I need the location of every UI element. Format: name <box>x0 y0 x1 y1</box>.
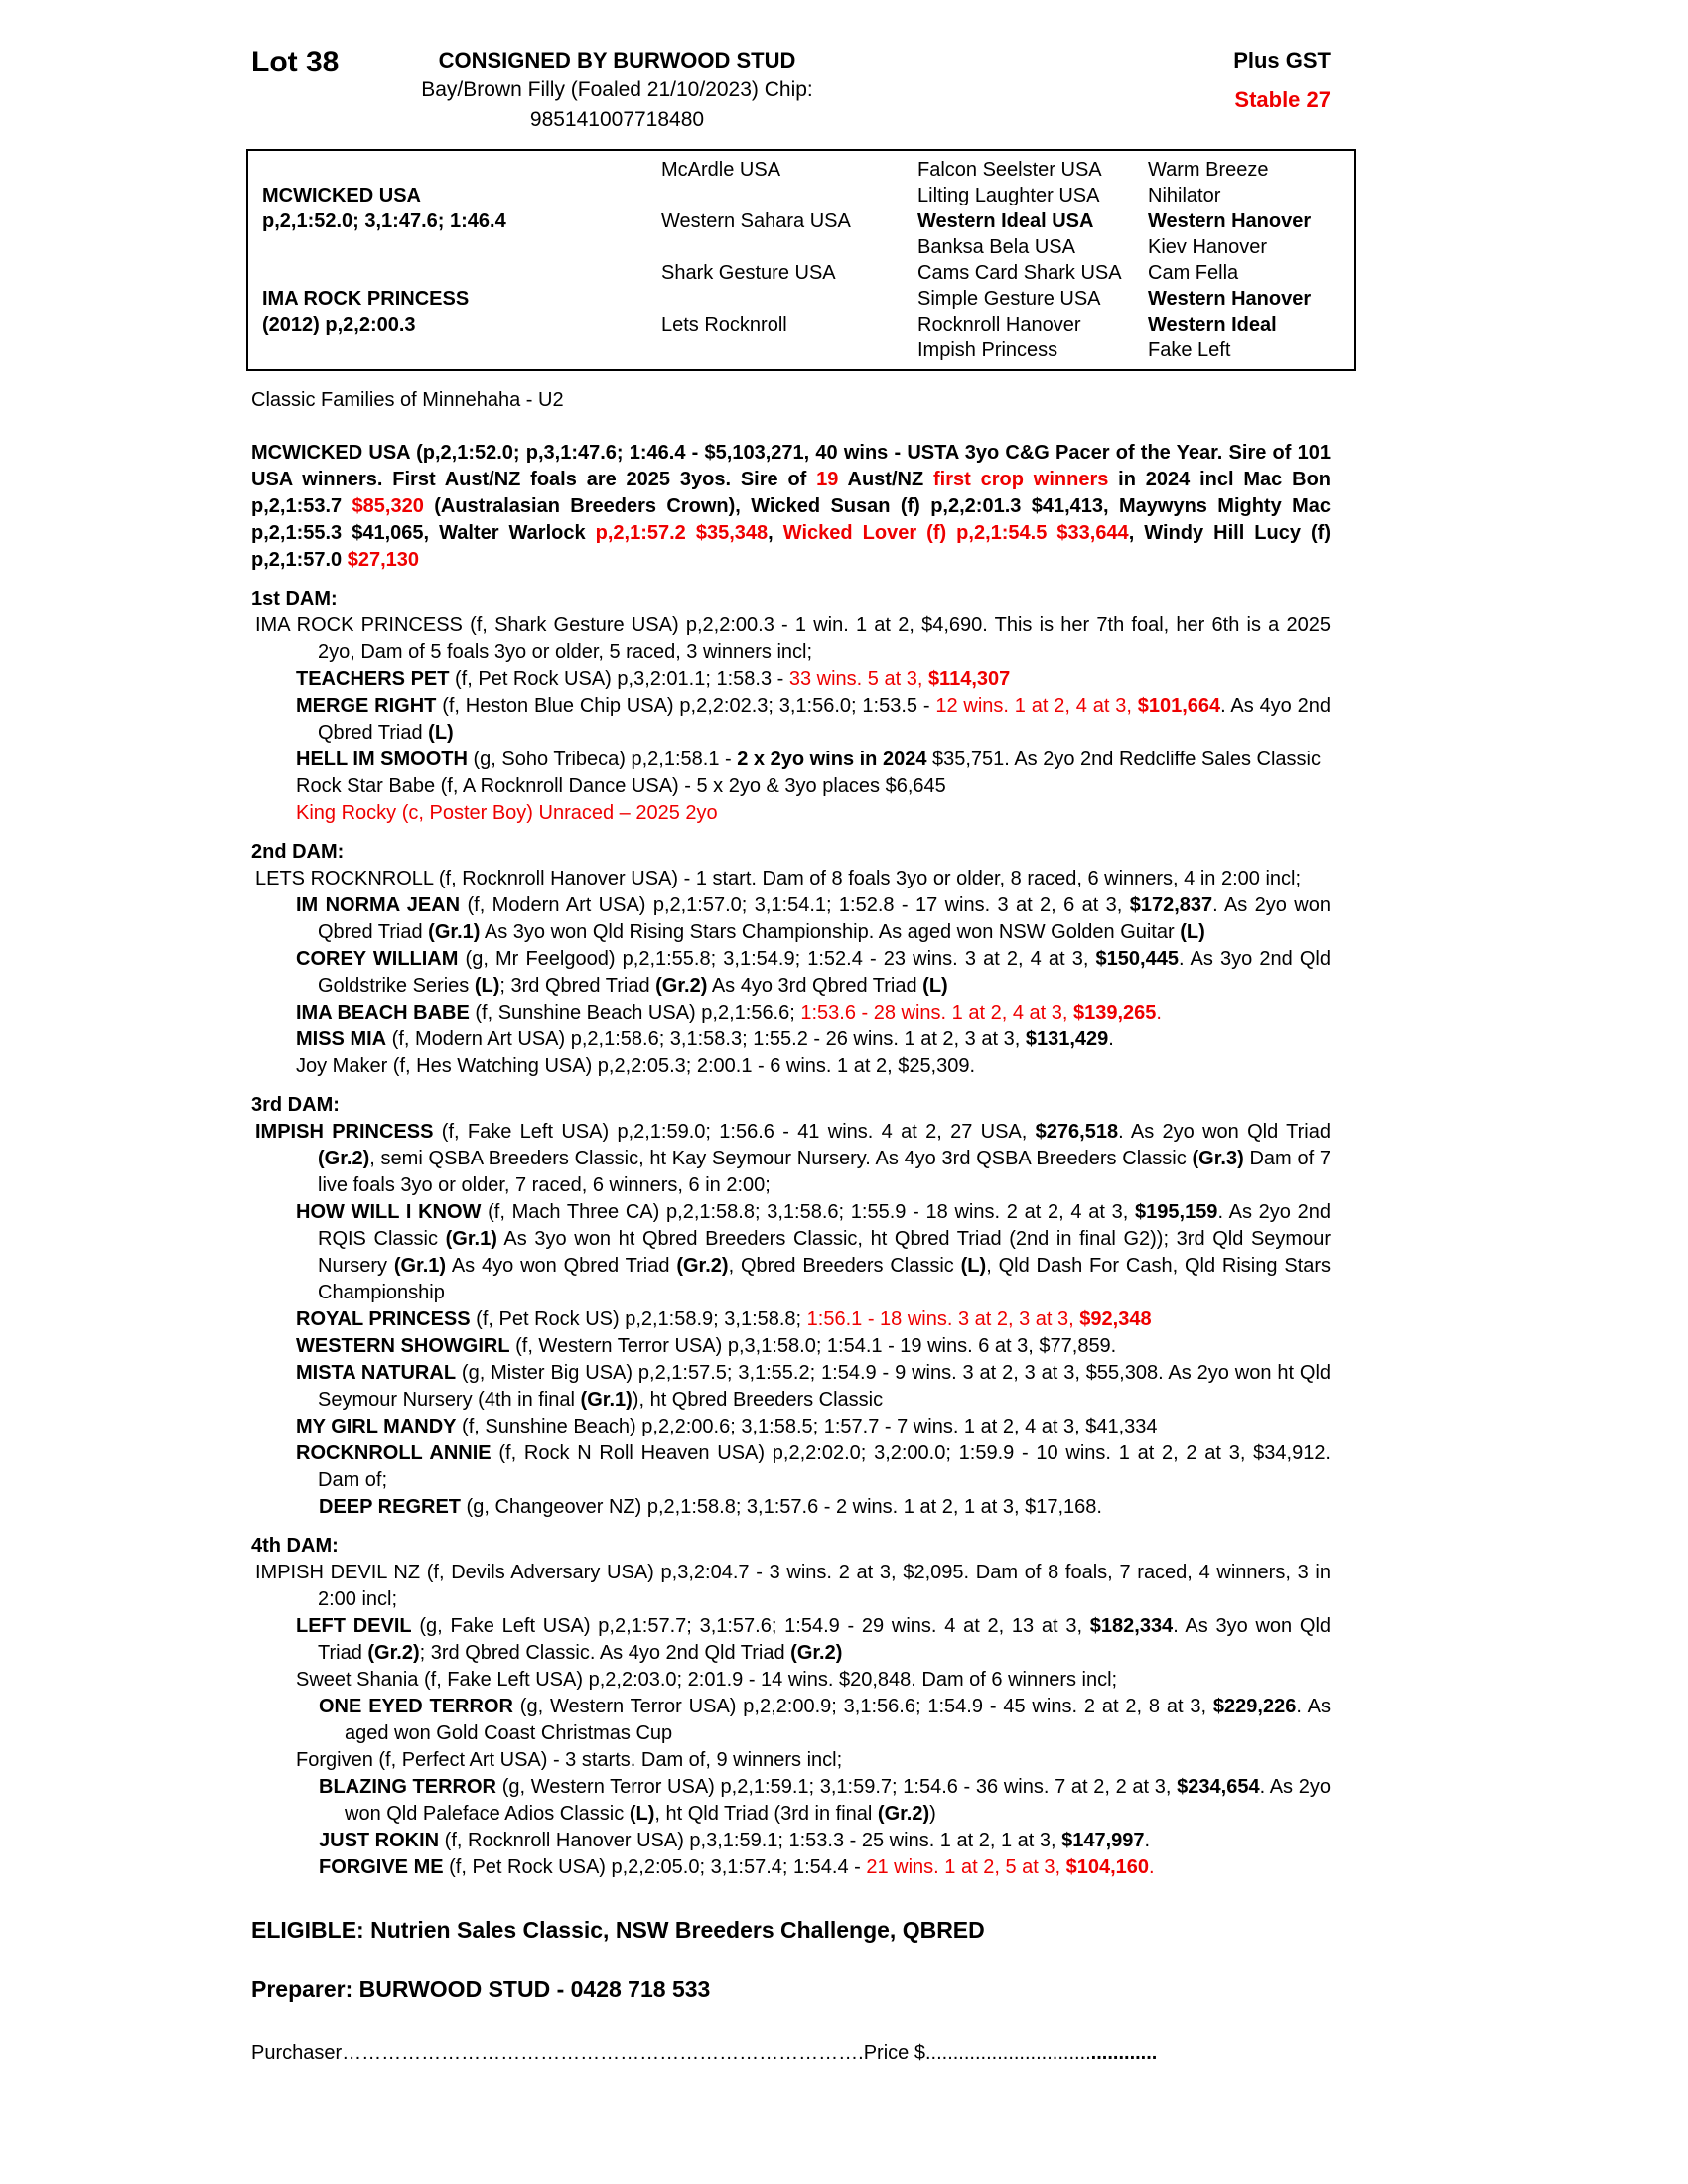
text-segment: (Gr.2) <box>877 1803 930 1825</box>
text-segment: (f, Fake Left USA) p,2,1:59.0; 1:56.6 - 41 wins. 4 at 2, 27 USA, <box>433 1121 1036 1143</box>
text-segment: in 2024 incl Mac Bon p,2,1:53.7 <box>251 469 1331 517</box>
dam-sections <box>251 586 1331 1881</box>
highlighted-text: $27,130 <box>347 549 420 571</box>
text-segment: ROYAL PRINCESS <box>296 1308 471 1330</box>
text-segment: As 3yo won ht Qbred Breeders Classic, ht Qbred Triad (2nd in final G2)); 3rd Qld Seymour Nursery <box>318 1228 1331 1277</box>
pedigree-row <box>248 183 1354 208</box>
text-segment: (f, Modern Art USA) p,2,1:58.6; 3,1:58.3; 1:55.2 - 26 wins. 1 at 2, 3 at 3, <box>386 1028 1026 1050</box>
pedigree-cell: McArdle USA <box>661 159 781 181</box>
pedigree-cell: Banksa Bela USA <box>917 236 1075 258</box>
text-segment: $147,997 <box>1061 1830 1145 1851</box>
pedigree-cell: MCWICKED USA <box>262 185 421 206</box>
pedigree-cell <box>645 338 902 363</box>
text-segment: HOW WILL I KNOW <box>296 1201 482 1223</box>
header-right <box>1082 46 1331 135</box>
text-segment: $172,837 <box>1129 894 1213 916</box>
pedigree-cell: Cams Card Shark USA <box>917 262 1122 284</box>
text-segment: (Gr.1) <box>393 1255 447 1277</box>
pedigree-table <box>246 149 1356 371</box>
text-segment: ONE EYED TERROR <box>319 1696 513 1717</box>
text-segment: (L) <box>474 975 500 997</box>
pedigree-entry <box>251 1000 1331 1026</box>
pedigree-entry <box>251 1306 1331 1333</box>
family-line: Classic Families of Minnehaha - U2 <box>251 389 564 411</box>
text-segment: Forgiven (f, Perfect Art USA) - 3 starts. Dam of, 9 winners incl; <box>296 1749 843 1771</box>
pedigree-row <box>248 338 1354 363</box>
pedigree-entry <box>251 1854 1331 1881</box>
text-segment: LEFT DEVIL <box>296 1615 412 1637</box>
text-segment: (g, Soho Tribeca) p,2,1:58.1 - <box>467 749 738 770</box>
text-segment: (g, Mister Big USA) p,2,1:57.5; 3,1:55.2; 1:54.9 - 9 wins. 3 at 2, 3 at 3, $55,308. As 2yo won ht Qld Seymour Nursery (4th in final <box>318 1362 1332 1411</box>
text-segment: ; 3rd Qbred Triad <box>499 975 656 997</box>
pedigree-entry <box>251 1667 1331 1694</box>
page-header <box>251 46 1331 135</box>
dam-section <box>251 1092 1331 1521</box>
pedigree-cell <box>248 157 645 183</box>
dam-heading: 1st DAM: <box>251 588 338 610</box>
text-segment: As 4yo 3rd Qbred Triad <box>707 975 923 997</box>
text-segment: Dam of 7 live foals 3yo or older, 7 raced, 6 winners, 6 in 2:00; <box>318 1148 1331 1196</box>
text-segment: Joy Maker (f, Hes Watching USA) p,2,2:05.3; 2:00.1 - 6 wins. 1 at 2, $25,309. <box>296 1055 976 1077</box>
pedigree-cell: Western Sahara USA <box>661 210 851 232</box>
pedigree-cell <box>248 260 645 286</box>
text-segment: $234,654 <box>1177 1776 1260 1798</box>
text-segment: (Gr.2) <box>790 1642 843 1664</box>
highlighted-text: King Rocky (c, Poster Boy) Unraced – 2025 2yo <box>296 802 718 824</box>
highlighted-text: . <box>1156 1002 1162 1024</box>
text-segment: (g, Fake Left USA) p,2,1:57.7; 3,1:57.6; 1:54.9 - 29 wins. 4 at 2, 13 at 3, <box>411 1615 1090 1637</box>
text-segment: FORGIVE ME <box>319 1856 444 1878</box>
pedigree-cell <box>645 234 902 260</box>
text-segment: . <box>1108 1028 1114 1050</box>
text-segment: IM NORMA JEAN <box>296 894 461 916</box>
text-segment: $35,751. As 2yo 2nd Redcliffe Sales Classic <box>926 749 1321 770</box>
text-segment: (L) <box>922 975 948 997</box>
lot-number: Lot 38 <box>251 46 340 78</box>
text-segment: (g, Changeover NZ) p,2,1:58.8; 3,1:57.6 - 2 wins. 1 at 2, 1 at 3, $17,168. <box>461 1496 1102 1518</box>
text-segment: (f, Pet Rock US) p,2,1:58.9; 3,1:58.8; <box>470 1308 807 1330</box>
pedigree-entry <box>251 747 1331 773</box>
text-segment: . As 2yo won Qld Triad <box>1118 1121 1331 1143</box>
pedigree-entry <box>251 1494 1331 1521</box>
text-segment: As 3yo won Qld Rising Stars Championship. As aged won NSW Golden Guitar <box>480 921 1181 943</box>
text-segment: DEEP REGRET <box>319 1496 461 1518</box>
pedigree-cell: Western Ideal USA <box>917 210 1094 232</box>
pedigree-cell: Impish Princess <box>917 340 1058 361</box>
text-segment: (f, Modern Art USA) p,2,1:57.0; 3,1:54.1; 1:52.8 - 17 wins. 3 at 2, 6 at 3, <box>460 894 1130 916</box>
text-segment: MERGE RIGHT <box>296 695 437 717</box>
text-segment: . As 3yo 2nd Qld Goldstrike Series <box>318 948 1331 997</box>
pedigree-cell: p,2,1:52.0; 3,1:47.6; 1:46.4 <box>262 210 506 232</box>
text-segment: (f, Mach Three CA) p,2,1:58.8; 3,1:58.6; 1:55.9 - 18 wins. 2 at 2, 4 at 3, <box>481 1201 1136 1223</box>
text-segment: . As 2yo 2nd RQIS Classic <box>318 1201 1331 1250</box>
text-segment: MY GIRL MANDY <box>296 1416 457 1437</box>
highlighted-text: 21 wins. 1 at 2, 5 at 3, <box>866 1856 1066 1878</box>
dam-section <box>251 839 1331 1080</box>
text-segment: (Gr.3) <box>1192 1148 1244 1169</box>
pedigree-row <box>248 260 1354 286</box>
pedigree-cell: (2012) p,2,2:00.3 <box>262 314 416 336</box>
text-segment: COREY WILLIAM <box>296 948 459 970</box>
pedigree-entry <box>251 1560 1331 1613</box>
pedigree-cell <box>645 183 902 208</box>
text-segment: (f, Sunshine Beach USA) p,2,1:56.6; <box>469 1002 801 1024</box>
text-segment: (g, Mr Feelgood) p,2,1:55.8; 3,1:54.9; 1:52.4 - 23 wins. 3 at 2, 4 at 3, <box>458 948 1096 970</box>
eligible-line: ELIGIBLE: Nutrien Sales Classic, NSW Breeders Challenge, QBRED <box>251 1917 985 1943</box>
text-segment: $195,159 <box>1135 1201 1218 1223</box>
pedigree-cell: Western Ideal <box>1148 314 1277 336</box>
text-segment: , ht Qld Triad (3rd in final <box>654 1803 878 1825</box>
pedigree-cell <box>248 338 645 363</box>
pedigree-entry <box>251 866 1331 892</box>
dam-section <box>251 1533 1331 1881</box>
text-segment: . <box>1144 1830 1151 1851</box>
pedigree-entry <box>251 1053 1331 1080</box>
pedigree-row <box>248 312 1354 338</box>
pedigree-cell: Kiev Hanover <box>1148 236 1268 258</box>
pedigree-entry <box>251 693 1331 747</box>
highlighted-text: 1:53.6 - 28 wins. 1 at 2, 4 at 3, <box>800 1002 1073 1024</box>
highlighted-text: p,2,1:57.2 $35,348 <box>595 522 769 544</box>
pedigree-cell: Falcon Seelster USA <box>917 159 1102 181</box>
text-segment: ) <box>929 1803 936 1825</box>
text-segment: ROCKNROLL ANNIE <box>296 1442 492 1464</box>
pedigree-row <box>248 208 1354 234</box>
text-segment: (Gr.2) <box>367 1642 420 1664</box>
text-segment: LETS ROCKNROLL (f, Rocknroll Hanover USA) - 1 start. Dam of 8 foals 3yo or older, 8 raced, 6 winners, 4 in 2:00 incl; <box>255 868 1302 889</box>
pedigree-entry <box>251 1828 1331 1854</box>
text-segment: As 4yo won Qbred Triad <box>446 1255 677 1277</box>
text-segment: . As 4yo 2nd Qbred Triad <box>318 695 1331 744</box>
pedigree-cell: Warm Breeze <box>1148 159 1269 181</box>
highlighted-text: $139,265 <box>1072 1002 1157 1024</box>
text-segment: (Gr.2) <box>318 1148 370 1169</box>
text-segment: (L) <box>428 722 454 744</box>
dam-heading: 4th DAM: <box>251 1535 339 1557</box>
text-segment: . As 2yo won Qld Paleface Adios Classic <box>345 1776 1331 1825</box>
pedigree-entry <box>251 1774 1331 1828</box>
text-segment: . As 2yo won Qbred Triad <box>318 894 1331 943</box>
text-segment: $276,518 <box>1035 1121 1119 1143</box>
text-segment: IMPISH PRINCESS <box>255 1121 434 1143</box>
text-segment: , <box>768 522 783 544</box>
text-segment: MISS MIA <box>296 1028 387 1050</box>
highlighted-text: 33 wins. 5 at 3, <box>788 668 928 690</box>
text-segment: (f, Rocknroll Hanover USA) p,3,1:59.1; 1:53.3 - 25 wins. 1 at 2, 1 at 3, <box>439 1830 1062 1851</box>
text-segment: IMA ROCK PRINCESS (f, Shark Gesture USA) p,2,2:00.3 - 1 win. 1 at 2, $4,690. This is her 7th foal, her 6th is a 2025 2yo, Dam of 5 foals 3yo or older, 5 raced, 3 winners incl; <box>255 614 1331 663</box>
pedigree-cell: Simple Gesture USA <box>917 288 1101 310</box>
stable-number: Stable 27 <box>1234 87 1331 112</box>
text-segment: HELL IM SMOOTH <box>296 749 468 770</box>
pedigree-cell: IMA ROCK PRINCESS <box>262 288 470 310</box>
pedigree-row <box>248 157 1354 183</box>
pedigree-cell <box>645 286 902 312</box>
pedigree-cell: Lilting Laughter USA <box>917 185 1100 206</box>
pedigree-entry <box>251 1026 1331 1053</box>
text-segment: (f, Sunshine Beach) p,2,2:00.6; 3,1:58.5; 1:57.7 - 7 wins. 1 at 2, 4 at 3, $41,334 <box>456 1416 1158 1437</box>
pedigree-entry <box>251 1199 1331 1306</box>
dam-section <box>251 586 1331 827</box>
highlighted-text: $101,664 <box>1137 695 1221 717</box>
text-segment: $150,445 <box>1095 948 1179 970</box>
pedigree-entry <box>251 1333 1331 1360</box>
highlighted-text: 1:56.1 - 18 wins. 3 at 2, 3 at 3, <box>806 1308 1080 1330</box>
highlighted-text: 19 <box>816 469 839 490</box>
price-leader-bold: ............ <box>1090 2042 1158 2064</box>
text-segment: , Qbred Breeders Classic <box>728 1255 961 1277</box>
text-segment: . As 3yo won Qld Triad <box>318 1615 1332 1664</box>
text-segment: ; 3rd Qbred Classic. As 4yo 2nd Qld Triad <box>419 1642 791 1664</box>
purchaser-line <box>251 2040 1284 2067</box>
pedigree-cell: Western Hanover <box>1148 210 1312 232</box>
filly-description: Bay/Brown Filly (Foaled 21/10/2023) Chip: 985141007718480 <box>421 78 813 131</box>
text-segment: , Qld Dash For Cash, Qld Rising Stars Championship <box>318 1255 1331 1303</box>
text-segment: Rock Star Babe (f, A Rocknroll Dance USA) - 5 x 2yo & 3yo places $6,645 <box>296 775 946 797</box>
pedigree-entry <box>251 946 1331 1000</box>
text-segment: MISTA NATURAL <box>296 1362 457 1384</box>
text-segment: ), ht Qbred Breeders Classic <box>632 1389 884 1411</box>
purchaser-leader: ……………………………………………………………………. <box>342 2042 864 2064</box>
pedigree-cell: Western Hanover <box>1148 288 1312 310</box>
price-leader: .............................. <box>924 2042 1091 2064</box>
pedigree-entry <box>251 1613 1331 1667</box>
text-segment: (L) <box>1180 921 1205 943</box>
text-segment: $131,429 <box>1025 1028 1109 1050</box>
highlighted-text: 12 wins. 1 at 2, 4 at 3, <box>935 695 1138 717</box>
pedigree-entry <box>251 1119 1331 1199</box>
pedigree-entry <box>251 1440 1331 1494</box>
highlighted-text: $85,320 <box>352 495 424 517</box>
price-label: Price $ <box>863 2042 925 2064</box>
text-segment: TEACHERS PET <box>296 668 450 690</box>
pedigree-row <box>248 286 1354 312</box>
highlighted-text: $114,307 <box>927 668 1011 690</box>
text-segment: $182,334 <box>1089 1615 1174 1637</box>
pedigree-cell: Lets Rocknroll <box>661 314 787 336</box>
text-segment: 2 x 2yo wins in 2024 <box>737 749 927 770</box>
text-segment: (L) <box>960 1255 987 1277</box>
text-segment: (Australasian Breeders Crown), Wicked Susan (f) p,2,2:01.3 $41,413, Maywyns Mighty Mac p,2,1:55.3 $41,065, Walter Warlock <box>251 495 1332 544</box>
pedigree-entry <box>251 613 1331 666</box>
highlighted-text: first crop winners <box>933 469 1109 490</box>
text-segment: (Gr.1) <box>428 921 481 943</box>
header-center <box>360 46 1082 135</box>
pedigree-entry <box>251 892 1331 946</box>
text-segment: . As aged won Gold Coast Christmas Cup <box>345 1696 1331 1744</box>
text-segment: (f, Rock N Roll Heaven USA) p,2,2:02.0; 3,2:00.0; 1:59.9 - 10 wins. 1 at 2, 2 at 3, $34,912. Dam of; <box>318 1442 1331 1491</box>
pedigree-entry <box>251 1360 1331 1414</box>
text-segment: BLAZING TERROR <box>319 1776 497 1798</box>
pedigree-entry <box>251 800 1331 827</box>
highlighted-text: $104,160 <box>1065 1856 1150 1878</box>
text-segment: (f, Pet Rock USA) p,3,2:01.1; 1:58.3 - <box>449 668 789 690</box>
sire-paragraph <box>251 440 1331 574</box>
pedigree-entry <box>251 1694 1331 1747</box>
text-segment: IMPISH DEVIL NZ (f, Devils Adversary USA) p,3,2:04.7 - 3 wins. 2 at 3, $2,095. Dam of 8 foals, 7 raced, 4 winners, 3 in 2:00 incl; <box>255 1562 1331 1610</box>
pedigree-entry <box>251 1747 1331 1774</box>
text-segment: (f, Pet Rock USA) p,2,2:05.0; 3,1:57.4; 1:54.4 - <box>443 1856 867 1878</box>
text-segment: WESTERN SHOWGIRL <box>296 1335 510 1357</box>
text-segment: (Gr.2) <box>655 975 708 997</box>
highlighted-text: Wicked Lover (f) p,2,1:54.5 $33,644 <box>782 522 1129 544</box>
text-segment: (Gr.2) <box>676 1255 729 1277</box>
pedigree-cell: Shark Gesture USA <box>661 262 836 284</box>
text-segment: (g, Western Terror USA) p,2,2:00.9; 3,1:56.6; 1:54.9 - 45 wins. 2 at 2, 8 at 3, <box>512 1696 1213 1717</box>
pedigree-cell: Cam Fella <box>1148 262 1239 284</box>
pedigree-cell: Fake Left <box>1148 340 1231 361</box>
plus-gst-label: Plus GST <box>1233 48 1331 72</box>
text-segment: $229,226 <box>1212 1696 1297 1717</box>
text-segment: Aust/NZ <box>838 469 933 490</box>
purchaser-label: Purchaser <box>251 2042 343 2064</box>
pedigree-entry <box>251 666 1331 693</box>
dam-heading: 3rd DAM: <box>251 1094 340 1116</box>
text-segment: (Gr.1) <box>580 1389 633 1411</box>
text-segment: (f, Western Terror USA) p,3,1:58.0; 1:54.1 - 19 wins. 6 at 3, $77,859. <box>509 1335 1117 1357</box>
text-segment: , semi QSBA Breeders Classic, ht Kay Seymour Nursery. As 4yo 3rd QSBA Breeders Classic <box>369 1148 1193 1169</box>
text-segment: (L) <box>629 1803 655 1825</box>
pedigree-cell <box>248 234 645 260</box>
text-segment: IMA BEACH BABE <box>296 1002 470 1024</box>
pedigree-row <box>248 234 1354 260</box>
text-segment: (g, Western Terror USA) p,2,1:59.1; 3,1:59.7; 1:54.6 - 36 wins. 7 at 2, 2 at 3, <box>496 1776 1178 1798</box>
text-segment: , Windy Hill Lucy (f) p,2,1:57.0 <box>251 522 1332 571</box>
pedigree-cell: Nihilator <box>1148 185 1221 206</box>
highlighted-text: $92,348 <box>1079 1308 1152 1330</box>
highlighted-text: . <box>1149 1856 1155 1878</box>
preparer-line: Preparer: BURWOOD STUD - 0428 718 533 <box>251 1977 711 2002</box>
dam-heading: 2nd DAM: <box>251 841 345 863</box>
text-segment: JUST ROKIN <box>319 1830 440 1851</box>
text-segment: MCWICKED USA (p,2,1:52.0; p,3,1:47.6; 1:46.4 - $5,103,271, 40 wins - USTA 3yo C&G Pacer of the Year. Sire of 101 USA winners. First Aust/NZ foals are 2025 3yos. Sire of <box>251 442 1331 490</box>
text-segment: Sweet Shania (f, Fake Left USA) p,2,2:03.0; 2:01.9 - 14 wins. $20,848. Dam of 6 winners incl; <box>296 1669 1118 1691</box>
text-segment: (Gr.1) <box>445 1228 497 1250</box>
pedigree-cell: Rocknroll Hanover <box>917 314 1081 336</box>
pedigree-entry <box>251 773 1331 800</box>
text-segment: (f, Heston Blue Chip USA) p,2,2:02.3; 3,1:56.0; 1:53.5 - <box>436 695 936 717</box>
pedigree-entry <box>251 1414 1331 1440</box>
consigned-title: CONSIGNED BY BURWOOD STUD <box>438 48 796 72</box>
